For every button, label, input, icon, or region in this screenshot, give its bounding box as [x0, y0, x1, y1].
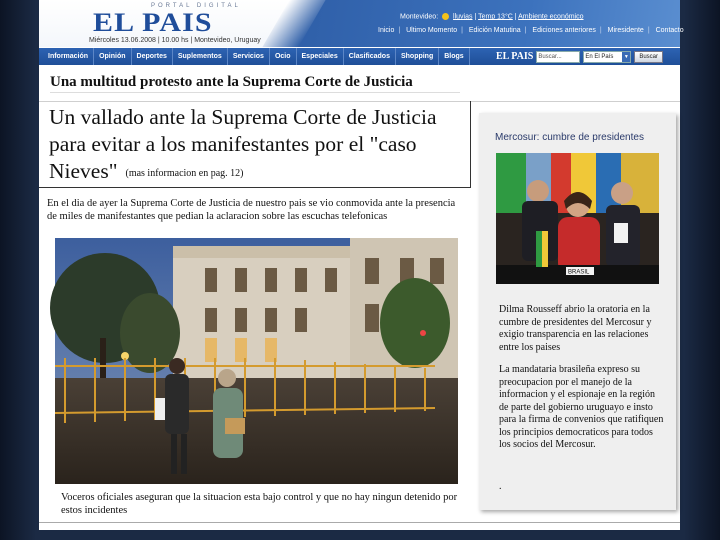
- sidebar-photo[interactable]: [496, 153, 659, 284]
- header-link-edicion-matutina[interactable]: Edición Matutina: [468, 27, 521, 34]
- sidebar-text: [499, 304, 664, 462]
- nav-item-informacion[interactable]: Información: [43, 48, 94, 65]
- search-logo: EL PAIS: [496, 51, 534, 62]
- sidebar-trailing-dot: .: [499, 481, 502, 492]
- search-scope-value: En El País: [585, 53, 614, 60]
- newspaper-page: [39, 0, 684, 530]
- divider: [39, 187, 471, 188]
- article-headline: [49, 104, 469, 187]
- nav-item-opinion[interactable]: Opinión: [94, 48, 131, 65]
- nav-item-servicios[interactable]: Servicios: [228, 48, 270, 65]
- sidebar-title[interactable]: Mercosur: cumbre de presidentes: [495, 132, 644, 143]
- headline-note: (mas informacion en pag. 12): [125, 168, 244, 179]
- masthead: [39, 0, 684, 47]
- weather-temp[interactable]: Temp 13°C: [478, 13, 513, 21]
- article-lead: En el dia de ayer la Suprema Corte de Justicia de nuestro pais se vio conmovida ante la presencia de miles de manifestantes que pedian la aclaracion sobre las escuchas telefonicas: [47, 198, 456, 222]
- sidebar-box: [479, 113, 676, 510]
- sidebar-paragraph: La mandataria brasileña expreso su preocupacion por el manejo de la informacion y el espionaje en la región de parte del gobierno uruguayo e insto para la firma de convenios que ratifiquen los principios democraticos para todos los socios del Mercosur.: [499, 364, 664, 450]
- nameplate-text: BRASIL: [568, 269, 590, 276]
- nav-item-suplementos[interactable]: Suplementos: [173, 48, 228, 65]
- weather-city: Montevideo:: [400, 13, 439, 21]
- main-nav: [39, 48, 680, 65]
- header-link-miresidente[interactable]: Miresidente: [607, 27, 644, 34]
- search-button[interactable]: Buscar: [634, 51, 663, 63]
- economic-link[interactable]: Ambiente económico: [518, 13, 584, 21]
- chevron-down-icon[interactable]: ▼: [623, 53, 629, 60]
- nav-item-clasificados[interactable]: Clasificados: [344, 48, 396, 65]
- article-kicker: Una multitud protesto ante la Suprema Corte de Justicia: [50, 74, 460, 93]
- portal-label: PORTAL DIGITAL: [151, 3, 241, 9]
- header-link-ultimo-momento[interactable]: Ultimo Momento: [406, 27, 458, 34]
- header-links: Inicio | Ultimo Momento | Edición Matutina | Ediciones anteriores | Miresidente | Contacto: [378, 27, 684, 34]
- search-input[interactable]: Buscar...: [536, 51, 580, 63]
- header-link-contacto[interactable]: Contacto: [655, 27, 684, 34]
- divider: [39, 101, 680, 102]
- header-link-ediciones-anteriores[interactable]: Ediciones anteriores: [532, 27, 596, 34]
- date-line: Miércoles 13.06.2008 | 10.00 hs | Montevideo, Uruguay: [89, 37, 261, 44]
- nav-item-ocio[interactable]: Ocio: [270, 48, 297, 65]
- headline-text[interactable]: Un vallado ante la Suprema Corte de Justicia para evitar a los manifestantes por el "caso Nieves": [49, 105, 437, 183]
- sidebar-paragraph: Dilma Rousseff abrio la oratoria en la cumbre de presidentes del Mercosur y exigio transparencia en las relaciones entre los paises: [499, 304, 652, 353]
- search-scope-select[interactable]: [583, 51, 631, 63]
- header-link-inicio[interactable]: Inicio: [378, 27, 395, 34]
- header-info-panel: [294, 0, 684, 47]
- weather-icon: [442, 13, 449, 20]
- divider: [470, 101, 471, 188]
- article-photo[interactable]: [55, 238, 458, 484]
- site-logo[interactable]: EL PAIS: [93, 8, 213, 37]
- nav-items: [43, 48, 470, 65]
- weather-condition[interactable]: lluvias: [453, 13, 473, 21]
- nav-item-deportes[interactable]: Deportes: [132, 48, 173, 65]
- weather-bar: Montevideo: lluvias | Temp 13°C | Ambiente económico: [400, 13, 584, 21]
- photo-mercosur-summit: [496, 153, 659, 284]
- nav-item-shopping[interactable]: Shopping: [396, 48, 439, 65]
- search-bar: [496, 50, 678, 63]
- divider: [39, 522, 680, 523]
- nav-item-blogs[interactable]: Blogs: [439, 48, 469, 65]
- photo-supreme-court: [55, 238, 458, 484]
- photo-caption: Voceros oficiales aseguran que la situacion esta bajo control y que no hay ningun detenido por estos incidentes: [61, 492, 458, 516]
- nav-item-especiales[interactable]: Especiales: [297, 48, 344, 65]
